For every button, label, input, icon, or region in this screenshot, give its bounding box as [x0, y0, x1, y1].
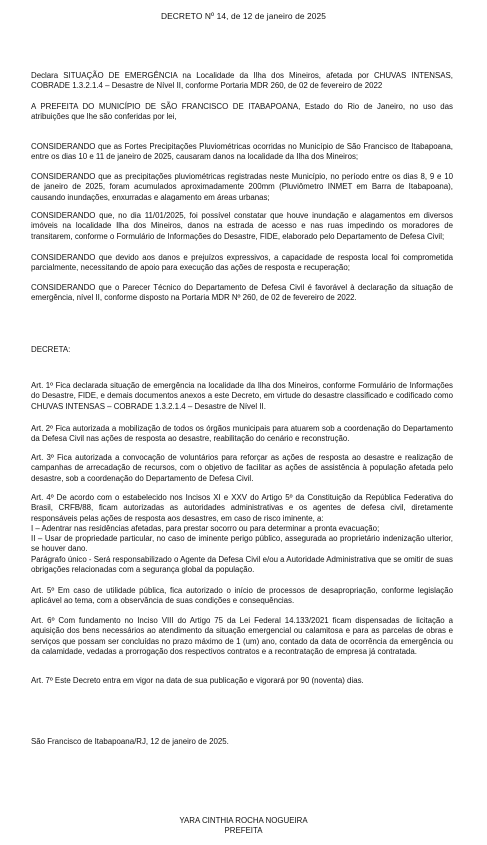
decree-summary: Declara SITUAÇÃO DE EMERGÊNCIA na Localidade da Ilha dos Mineiros, afetada por CHUVAS INTENSAS, COBRADE 1.3.2.1.4 – Desastre de Nível II, conforme Portaria MDR 260, de 02 de fevereiro de 2022 [31, 71, 453, 91]
preamble: A PREFEITA DO MUNICÍPIO DE SÃO FRANCISCO DE ITABAPOANA, Estado do Rio de Janeiro, no uso das atribuições que lhe são conferidas por lei, [31, 102, 453, 122]
article-2: Art. 2º Fica autorizada a mobilização de todos os órgãos municipais para atuarem sob a coordenação do Departamento da Defesa Civil nas ações de resposta ao desastre, reabilitação do cenário e reconstrução. [31, 424, 453, 444]
article-3: Art. 3º Fica autorizada a convocação de voluntários para reforçar as ações de resposta ao desastre e realização de campanhas de arrecadação de recursos, com o objetivo de facilitar as ações de assistência à população afetada pelo desastre, sob a coordenação do Departamento de Defesa Civil. [31, 453, 453, 483]
considerando-4: CONSIDERANDO que devido aos danos e prejuízos expressivos, a capacidade de resposta local foi comprometida parcialmente, necessitando de apoio para execução das ações de resposta e recuperação; [31, 253, 453, 273]
article-6: Art. 6º Com fundamento no Inciso VIII do Artigo 75 da Lei Federal 14.133/2021 ficam dispensadas de licitação a aquisição dos bens necessários ao atendimento da situação emergencial ou calamitosa e para as parcelas de obras e serviços que possam ser concluídas no prazo máximo de 1 (um) ano, contado da data de ocorrência da emergência ou da calamidade, vedadas a prorrogação dos respectivos contratos e a recontratação de empresa já contratada. [31, 616, 453, 657]
considerando-2: CONSIDERANDO que as precipitações pluviométricas registradas neste Município, no período entre os dias 8, 9 e 10 de janeiro de 2025, foram acumulados aproximadamente 200mm (Pluviômetro INMET em Barra de Itabapoana), causando inundações, enxurradas e alagamento em áreas urbanas; [31, 172, 453, 202]
decree-title: DECRETO Nº 14, de 12 de janeiro de 2025 [160, 11, 327, 21]
article-4-item-1: I – Adentrar nas residências afetadas, para prestar socorro ou para determinar a pronta evacuação; [31, 524, 380, 533]
article-4-sole-paragraph: Parágrafo único - Será responsabilizado o Agente da Defesa Civil e/ou a Autoridade Administrativa que se omitir de suas obrigações relacionadas com a segurança global da população. [31, 555, 453, 575]
article-7: Art. 7º Este Decreto entra em vigor na data de sua publicação e vigorará por 90 (noventa) dias. [31, 676, 364, 685]
article-4: Art. 4º De acordo com o estabelecido nos Incisos XI e XXV do Artigo 5º da Constituição da República Federativa do Brasil, CRFB/88, ficam autorizadas as autoridades administrativas e os agentes de defesa civil, diretamente responsáveis pelas ações de resposta aos desastres, em caso de risco iminente, a: [31, 493, 453, 523]
signatory-name: YARA CINTHIA ROCHA NOGUEIRA [179, 816, 308, 825]
decreta-heading: DECRETA: [31, 345, 71, 354]
considerando-1: CONSIDERANDO que as Fortes Precipitações Pluviométricas ocorridas no Município de São Francisco de Itabapoana, entre os dias 10 e 11 de janeiro de 2025, causaram danos na localidade da Ilha dos Mineiros; [31, 142, 453, 162]
article-1: Art. 1º Fica declarada situação de emergência na localidade da Ilha dos Mineiros, conforme Formulário de Informações do Desastre, FIDE, e demais documentos anexos a este Decreto, em virtude do desastre classificado e codificado como CHUVAS INTENSAS – COBRADE 1.3.2.1.4 – Desastre de Nível II. [31, 381, 453, 411]
article-5: Art. 5º Em caso de utilidade pública, fica autorizado o início de processos de desapropriação, conforme legislação aplicável ao tema, com a observância de suas condições e consequências. [31, 586, 453, 606]
article-4-item-2: II – Usar de propriedade particular, no caso de iminente perigo público, assegurada ao proprietário indenização ulterior, se houver dano. [31, 534, 453, 554]
considerando-5: CONSIDERANDO que o Parecer Técnico do Departamento de Defesa Civil é favorável à declaração da situação de emergência, nível II, conforme disposto na Portaria MDR Nº 260, de 02 de fevereiro de 2022. [31, 283, 453, 303]
signatory-role: PREFEITA [224, 826, 263, 835]
considerando-3: CONSIDERANDO que, no dia 11/01/2025, foi possível constatar que houve inundação e alagamentos em diversos imóveis na localidade Ilha dos Mineiros, danos na estrada de acesso e nas ruas impedindo os moradores de transitarem, conforme o Formulário de Informações do Desastre, FIDE, elaborado pelo Departamento de Defesa Civil; [31, 211, 453, 241]
place-date: São Francisco de Itabapoana/RJ, 12 de janeiro de 2025. [31, 737, 229, 746]
